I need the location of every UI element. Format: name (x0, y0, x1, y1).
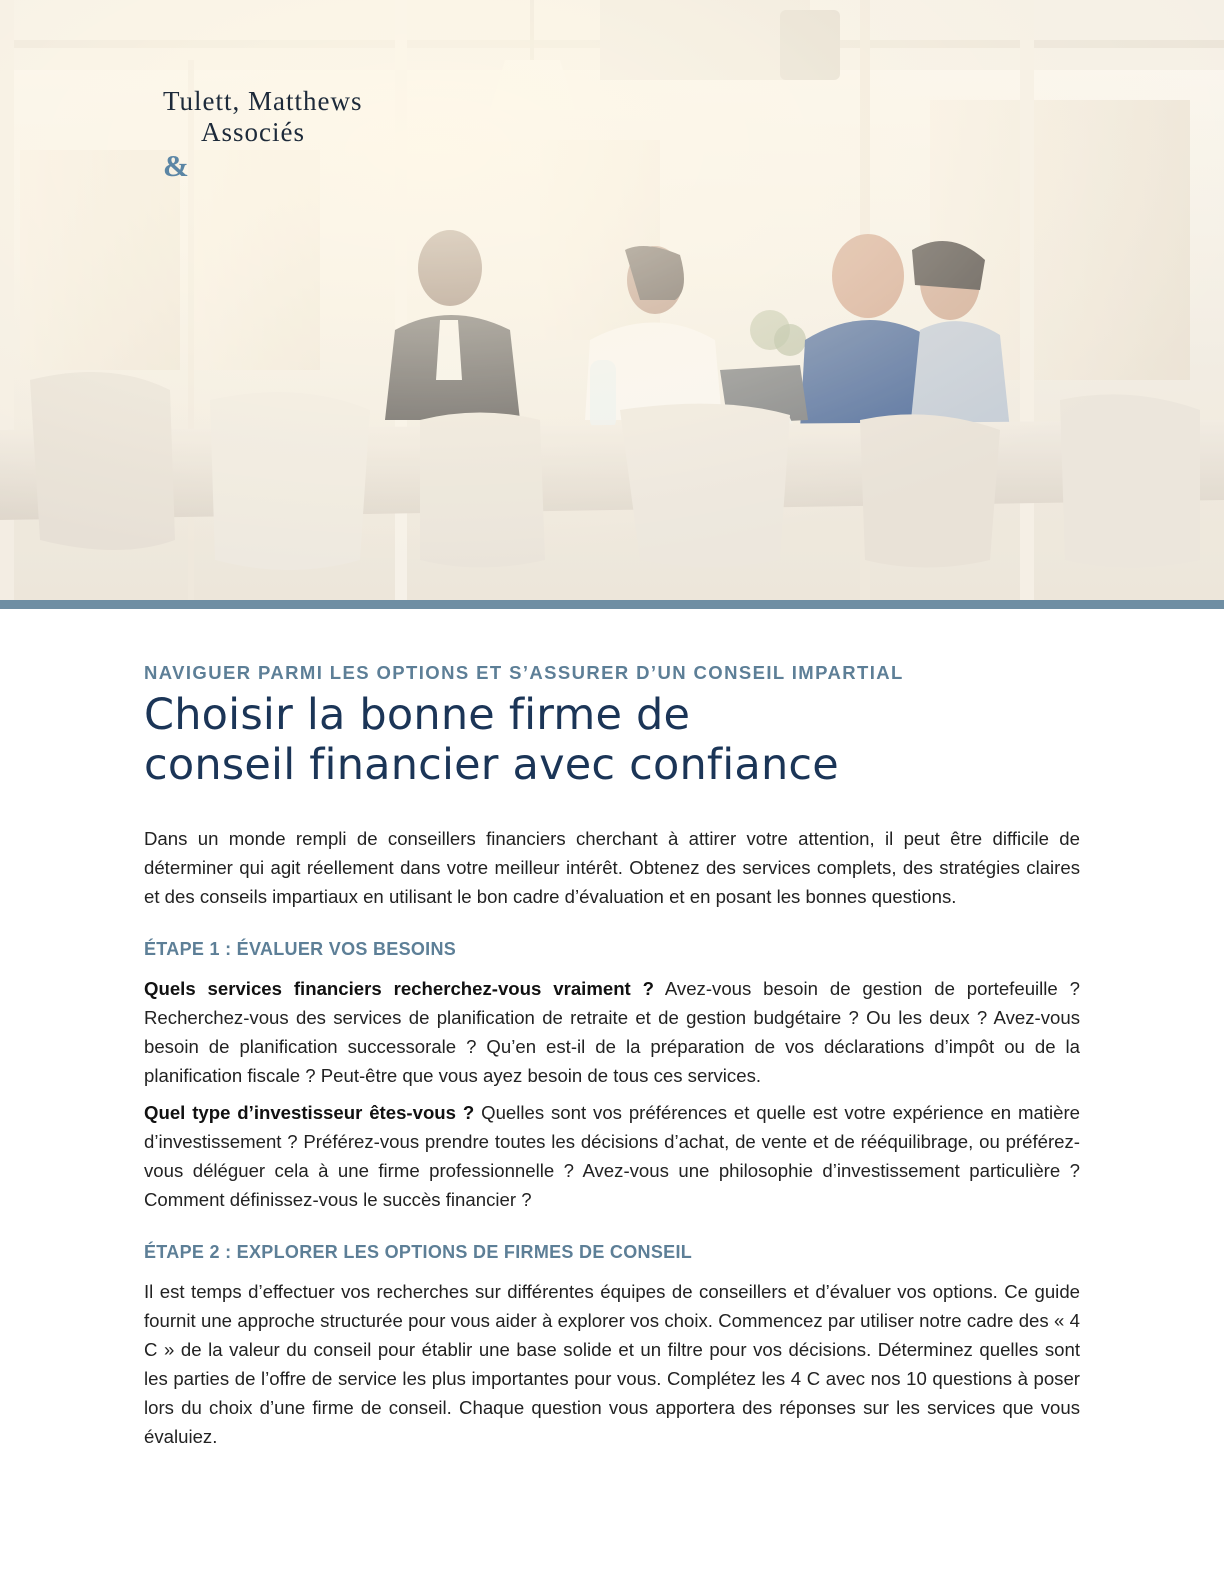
step-2-heading: ÉTAPE 2 : EXPLORER LES OPTIONS DE FIRMES DE CONSEIL (144, 1242, 693, 1262)
firm-logo (163, 86, 363, 183)
step-2-paragraph: Il est temps d’effectuer vos recherches sur différentes équipes de conseillers et d’évaluer vos options. Ce guide fournit une approche structurée pour vous aider à explorer vos choix. Commencez par utiliser notre cadre des « 4 C » de la valeur du conseil pour établir une base solide et un filtre pour vos décisions. Déterminez quelles sont les parties de l’offre de service les plus importantes pour vous. Complétez les 4 C avec nos 10 questions à poser lors du choix d’une firme de conseil. Chaque question vous apportera des réponses sur les services que vous évaluiez. (144, 1281, 1080, 1447)
page-title (144, 690, 1080, 790)
step-1-question-2: Quel type d’investisseur êtes-vous ? (144, 1102, 475, 1123)
logo-ampersand: & (163, 148, 189, 183)
hero-photo (0, 0, 1224, 600)
step-1-answer-1: Avez-vous besoin de gestion de portefeuille ? Recherchez-vous des services de planification de retraite et de gestion budgétaire ? Ou les deux ? Avez-vous besoin de planification successorale ? Qu’en est-il de la préparation de vos déclarations d’impôt ou de la planification fiscale ? Peut-être que vous ayez besoin de tous ces services. (144, 978, 1080, 1086)
step-1-paragraph-1 (144, 974, 1080, 1090)
hero-divider (0, 600, 1224, 609)
eyebrow-heading: NAVIGUER PARMI LES OPTIONS ET S’ASSURER D’UN CONSEIL IMPARTIAL (144, 662, 904, 683)
step-1-section (144, 939, 1080, 1214)
article (144, 662, 1080, 1451)
step-1-paragraph-2 (144, 1098, 1080, 1214)
step-1-answer-2: Quelles sont vos préférences et quelle est votre expérience en matière d’investissement ? Préférez-vous prendre toutes les décisions d’achat, de vente et de rééquilibrage, ou préférez-vous déléguer cela à une firme professionnelle ? Avez-vous une philosophie d’investissement particulière ? Comment définissez-vous le succès financier ? (144, 1102, 1080, 1210)
step-1-heading: ÉTAPE 1 : ÉVALUER VOS BESOINS (144, 939, 457, 959)
step-1-question-1: Quels services financiers recherchez-vous vraiment ? (144, 978, 654, 999)
logo-line-2: Associés (201, 117, 305, 147)
intro-paragraph: Dans un monde rempli de conseillers financiers cherchant à attirer votre attention, il peut être difficile de déterminer qui agit réellement dans votre meilleur intérêt. Obtenez des services complets, des stratégies claires et des conseils impartiaux en utilisant le bon cadre d’évaluation et en posant les bonnes questions. (144, 828, 1080, 907)
logo-line-1: Tulett, Matthews (163, 86, 363, 116)
step-2-section (144, 1242, 1080, 1451)
title-line-2: conseil financier avec confiance (144, 740, 839, 790)
title-line-1: Choisir la bonne firme de (144, 690, 691, 740)
